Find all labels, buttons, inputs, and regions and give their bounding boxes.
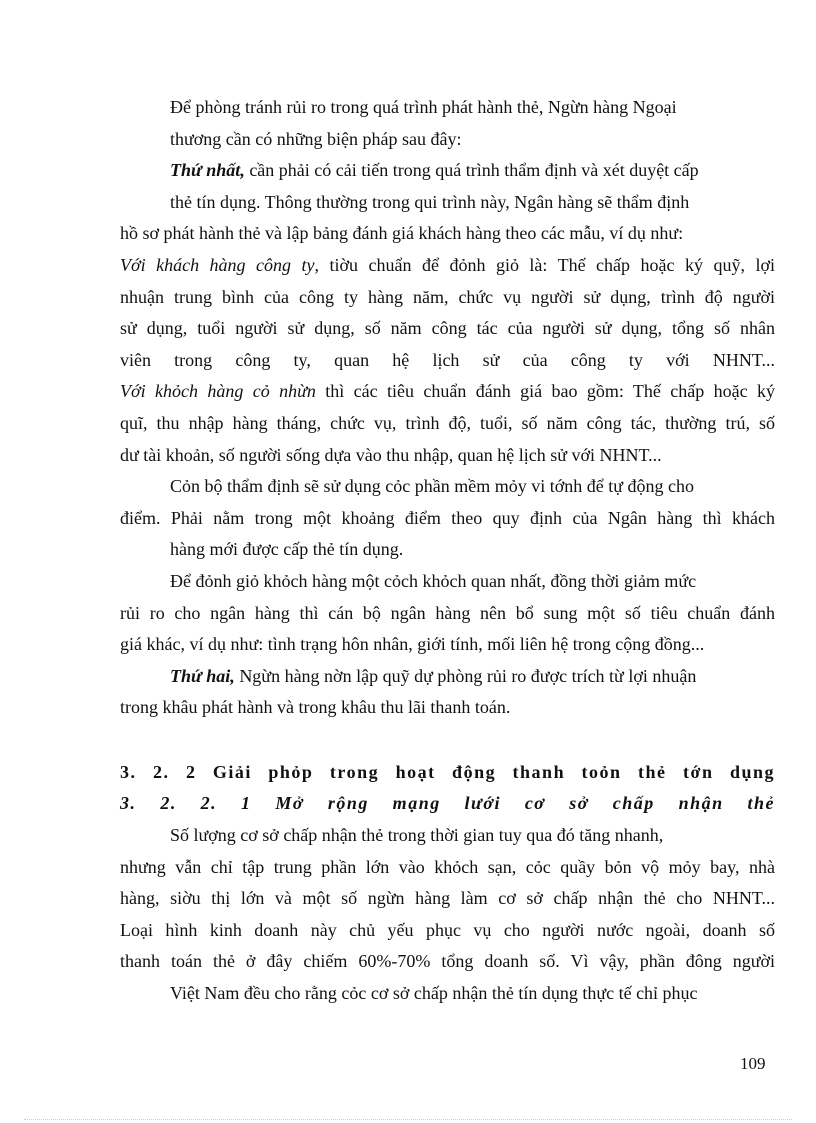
section-spacer: [120, 724, 775, 757]
text-fragment: thì các tiêu chuẩn đánh giá bao gồm: Thế chấp hoặc ký: [315, 381, 776, 402]
text-line: nhuận trung bình của công ty hàng năm, chức vụ người sử dụng, trình độ người: [120, 286, 775, 307]
italic-term: Với khách hàng công ty: [120, 254, 315, 275]
paragraph-additional-criteria: [120, 566, 775, 661]
page-number: 109: [740, 1054, 766, 1073]
text-line: [120, 155, 775, 187]
italic-term: Với khỏch hàng cỏ nhừn: [120, 381, 316, 402]
text-line: [120, 661, 775, 693]
text-line: nhưng vẫn chỉ tập trung phần lớn vào khỏch sạn, cỏc quầy bỏn vộ mỏy bay, nhà: [120, 856, 775, 877]
text-line: trong khâu phát hành và trong khâu thu lãi thanh toán.: [120, 697, 511, 718]
text-fragment: , tiờu chuẩn để đỏnh giỏ là: Thế chấp hoặc ký quỹ, lợi: [314, 254, 775, 275]
text-line: sử dụng, tuổi người sử dụng, số năm công tác của người sử dụng, tổng số nhân: [120, 318, 775, 339]
paragraph-acceptance-network: [120, 820, 775, 1010]
text-fragment: cần phải có cải tiến trong quá trình thẩm định và xét duyệt cấp: [244, 160, 699, 181]
paragraph-software-scoring: [120, 471, 775, 566]
paragraph-first-measure: [120, 155, 775, 471]
subsection-heading: 3. 2. 2. 1 Mở rộng mạng lưới cơ sở chấp nhận thẻ: [120, 793, 775, 814]
text-line: quĩ, thu nhập hàng tháng, chức vụ, trình độ, tuổi, số năm công tác, thường trú, số: [120, 412, 775, 433]
lead-term: Thứ nhất,: [170, 160, 245, 181]
text-line: dư tài khoản, số người sống dựa vào thu nhập, quan hệ lịch sử với NHNT...: [120, 444, 662, 465]
paragraph-intro: [120, 92, 775, 155]
text-line: Số lượng cơ sở chấp nhận thẻ trong thời gian tuy qua đó tăng nhanh,: [170, 825, 664, 846]
lead-term: Thứ hai,: [170, 665, 235, 686]
text-line: Để phòng tránh rủi ro trong quá trình phát hành thẻ, Ngừn hàng Ngoại: [170, 97, 677, 117]
text-line: Việt Nam đều cho rằng cỏc cơ sở chấp nhận thẻ tín dụng thực tế chỉ phục: [170, 983, 698, 1004]
text-line: hàng mới được cấp thẻ tín dụng.: [170, 539, 404, 560]
text-line: Cỏn bộ thẩm định sẽ sử dụng cỏc phần mềm mỏy vi tớnh để tự động cho: [170, 476, 694, 497]
paragraph-second-measure: [120, 661, 775, 724]
text-line: [120, 376, 775, 408]
text-line: hàng, siờu thị lớn và một số ngừn hàng làm cơ sở chấp nhận thẻ cho NHNT...: [120, 888, 775, 909]
text-line: thanh toán thẻ ở đây chiếm 60%-70% tổng doanh số. Vì vậy, phần đông người: [120, 951, 775, 972]
text-fragment: Ngừn hàng nờn lập quỹ dự phòng rủi ro được trích từ lợi nhuận: [234, 665, 697, 686]
text-line: giá khác, ví dụ như: tình trạng hôn nhân, giới tính, mối liên hệ trong cộng đồng...: [120, 634, 705, 655]
text-line: thẻ tín dụng. Thông thường trong qui trình này, Ngân hàng sẽ thẩm định: [170, 191, 690, 212]
text-line: điểm. Phải nằm trong một khoảng điểm theo quy định của Ngân hàng thì khách: [120, 507, 775, 528]
text-line: rủi ro cho ngân hàng thì cán bộ ngân hàng nên bổ sung một số tiêu chuẩn đánh: [120, 602, 775, 623]
page-bottom-divider: [24, 1119, 792, 1120]
text-line: hồ sơ phát hành thẻ và lập bảng đánh giá khách hàng theo các mẫu, ví dụ như:: [120, 223, 684, 244]
section-heading: 3. 2. 2 Giải phỏp trong hoạt động thanh toỏn thẻ tớn dụng: [120, 761, 775, 782]
text-line: thương cần có những biện pháp sau đây:: [170, 128, 462, 149]
text-line: Để đỏnh giỏ khỏch hàng một cỏch khỏch quan nhất, đồng thời giảm mức: [170, 570, 697, 591]
text-line: [120, 250, 775, 282]
text-line: Loại hình kinh doanh này chủ yếu phục vụ cho người nước ngoài, doanh số: [120, 919, 775, 940]
text-line: viên trong công ty, quan hệ lịch sử của công ty với NHNT...: [120, 349, 775, 370]
body-text: [120, 92, 775, 1010]
